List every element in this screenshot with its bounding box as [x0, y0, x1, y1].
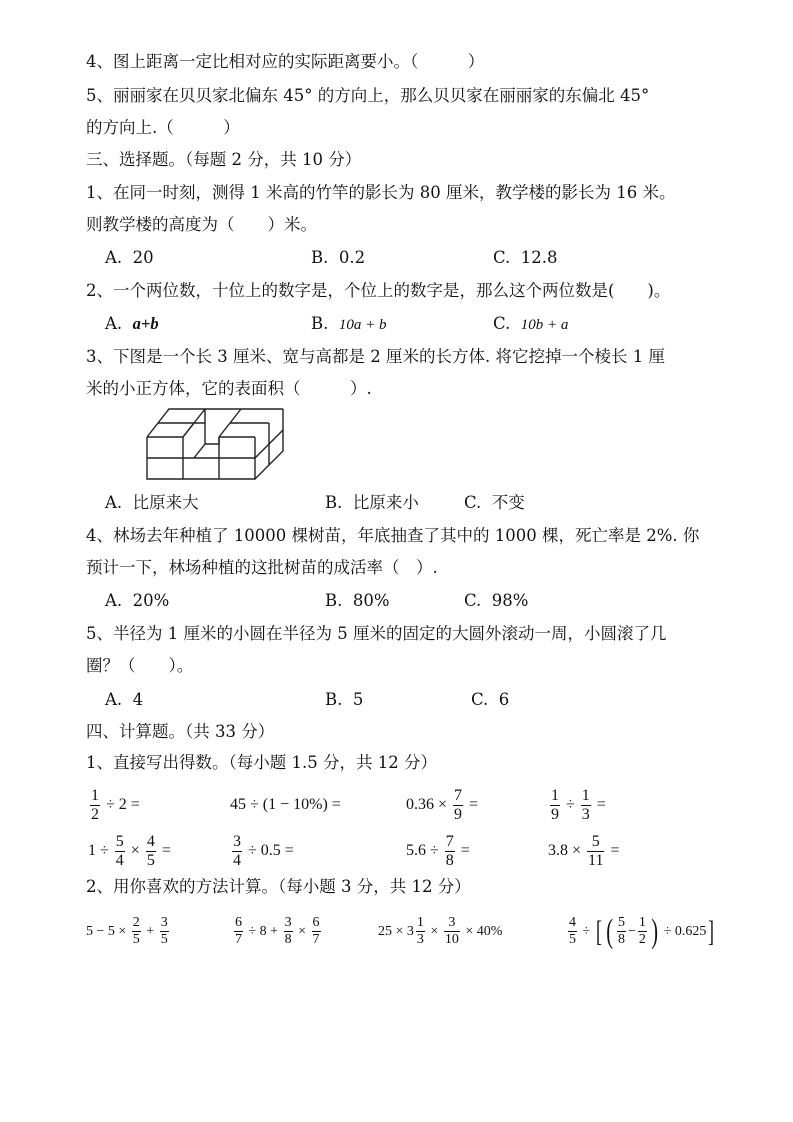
choice-q2-option-a: A. a+b	[105, 314, 159, 333]
choice-q3-line1: 3、下图是一个长 3 厘米、宽与高都是 2 厘米的长方体. 将它挖掉一个棱长 1 厘	[86, 347, 665, 366]
choice-q3-option-c: C. 不变	[464, 493, 525, 512]
oral-calc-6: $\frac{3}{4}$ ÷ 0.5 =	[233, 832, 294, 869]
free-calc-1: 5 − 5 × $\frac{2}{5}$ + $\frac{3}{5}$	[86, 915, 168, 948]
choice-q1-line2: 则教学楼的高度为（ ）米。	[86, 215, 317, 234]
choice-q5-option-a: A. 4	[105, 690, 144, 709]
judge-q4: 4、图上距离一定比相对应的实际距离要小。（ ）	[86, 52, 485, 71]
choice-q2-option-b: B. 10a + b	[311, 314, 387, 333]
free-calc-3: 25 × 3 $\frac{1}{3}$ × $\frac{3}{10}$ × 40%	[378, 915, 503, 948]
judge-q5-line1: 5、丽丽家在贝贝家北偏东 45° 的方向上，那么贝贝家在丽丽家的东偏北 45°	[86, 86, 650, 105]
oral-calc-5: 1 ÷ $\frac{5}{4}$ × $\frac{4}{5}$ =	[88, 832, 171, 869]
section4-part2-heading: 2、用你喜欢的方法计算。（每小题 3 分，共 12 分）	[86, 877, 471, 896]
choice-q1-option-c: C. 12.8	[493, 248, 558, 267]
section4-heading: 四、计算题。（共 33 分）	[86, 722, 275, 741]
choice-q5-line1: 5、半径为 1 厘米的小圆在半径为 5 厘米的固定的大圆外滚动一周，小圆滚了几	[86, 624, 667, 643]
choice-q3-option-b: B. 比原来小	[325, 493, 419, 512]
choice-q4-option-b: B. 80%	[325, 591, 390, 610]
section3-heading: 三、选择题。（每题 2 分，共 10 分）	[86, 150, 362, 169]
free-calc-4: $\frac{4}{5}$ ÷ [ ( $\frac{5}{8}$ − $\frac{1}{2}$ ) ÷ 0.625]	[569, 912, 715, 950]
oral-calc-1: $\frac{1}{2}$ ÷ 2 =	[91, 786, 140, 823]
choice-q1-option-a: A. 20	[105, 248, 154, 267]
choice-q5-option-b: B. 5	[325, 690, 364, 709]
judge-q5-line2: 的方向上.（ ）	[86, 118, 240, 137]
oral-calc-2: 45 ÷ (1 − 10%) =	[230, 796, 341, 813]
choice-q4-line2: 预计一下，林场种植的这批树苗的成活率（ ）.	[86, 558, 438, 577]
choice-q3-line2: 米的小正方体，它的表面积（ ）.	[86, 379, 372, 398]
oral-calc-7: 5.6 ÷ $\frac{7}{8}$ =	[406, 832, 470, 869]
oral-calc-4: $\frac{1}{9}$ ÷ $\frac{1}{3}$ =	[551, 786, 606, 823]
choice-q4-option-c: C. 98%	[464, 591, 529, 610]
choice-q4-line1: 4、林场去年种植了 10000 棵树苗，年底抽查了其中的 1000 棵，死亡率是 2%. 你	[86, 526, 700, 545]
section4-part1-heading: 1、直接写出得数。（每小题 1.5 分，共 12 分）	[86, 753, 437, 772]
choice-q2-line1: 2、一个两位数，十位上的数字是，个位上的数字是，那么这个两位数是( )。	[86, 281, 671, 300]
oral-calc-8: 3.8 × $\frac{5}{11}$ =	[548, 832, 620, 869]
choice-q1-option-b: B. 0.2	[311, 248, 366, 267]
choice-q5-line2: 圈？（ ）。	[86, 656, 194, 675]
choice-q4-option-a: A. 20%	[105, 591, 170, 610]
oral-calc-3: 0.36 × $\frac{7}{9}$ =	[406, 786, 479, 823]
choice-q2-option-c: C. 10b + a	[493, 314, 569, 333]
choice-q5-option-c: C. 6	[471, 690, 510, 709]
choice-q3-option-a: A. 比原来大	[105, 493, 199, 512]
cuboid-figure	[144, 407, 286, 481]
choice-q1-line1: 1、在同一时刻，测得 1 米高的竹竿的影长为 80 厘米，教学楼的影长为 16 米。	[86, 183, 676, 202]
free-calc-2: $\frac{6}{7}$ ÷ 8 + $\frac{3}{8}$ × $\frac{6}{7}$	[235, 915, 320, 948]
